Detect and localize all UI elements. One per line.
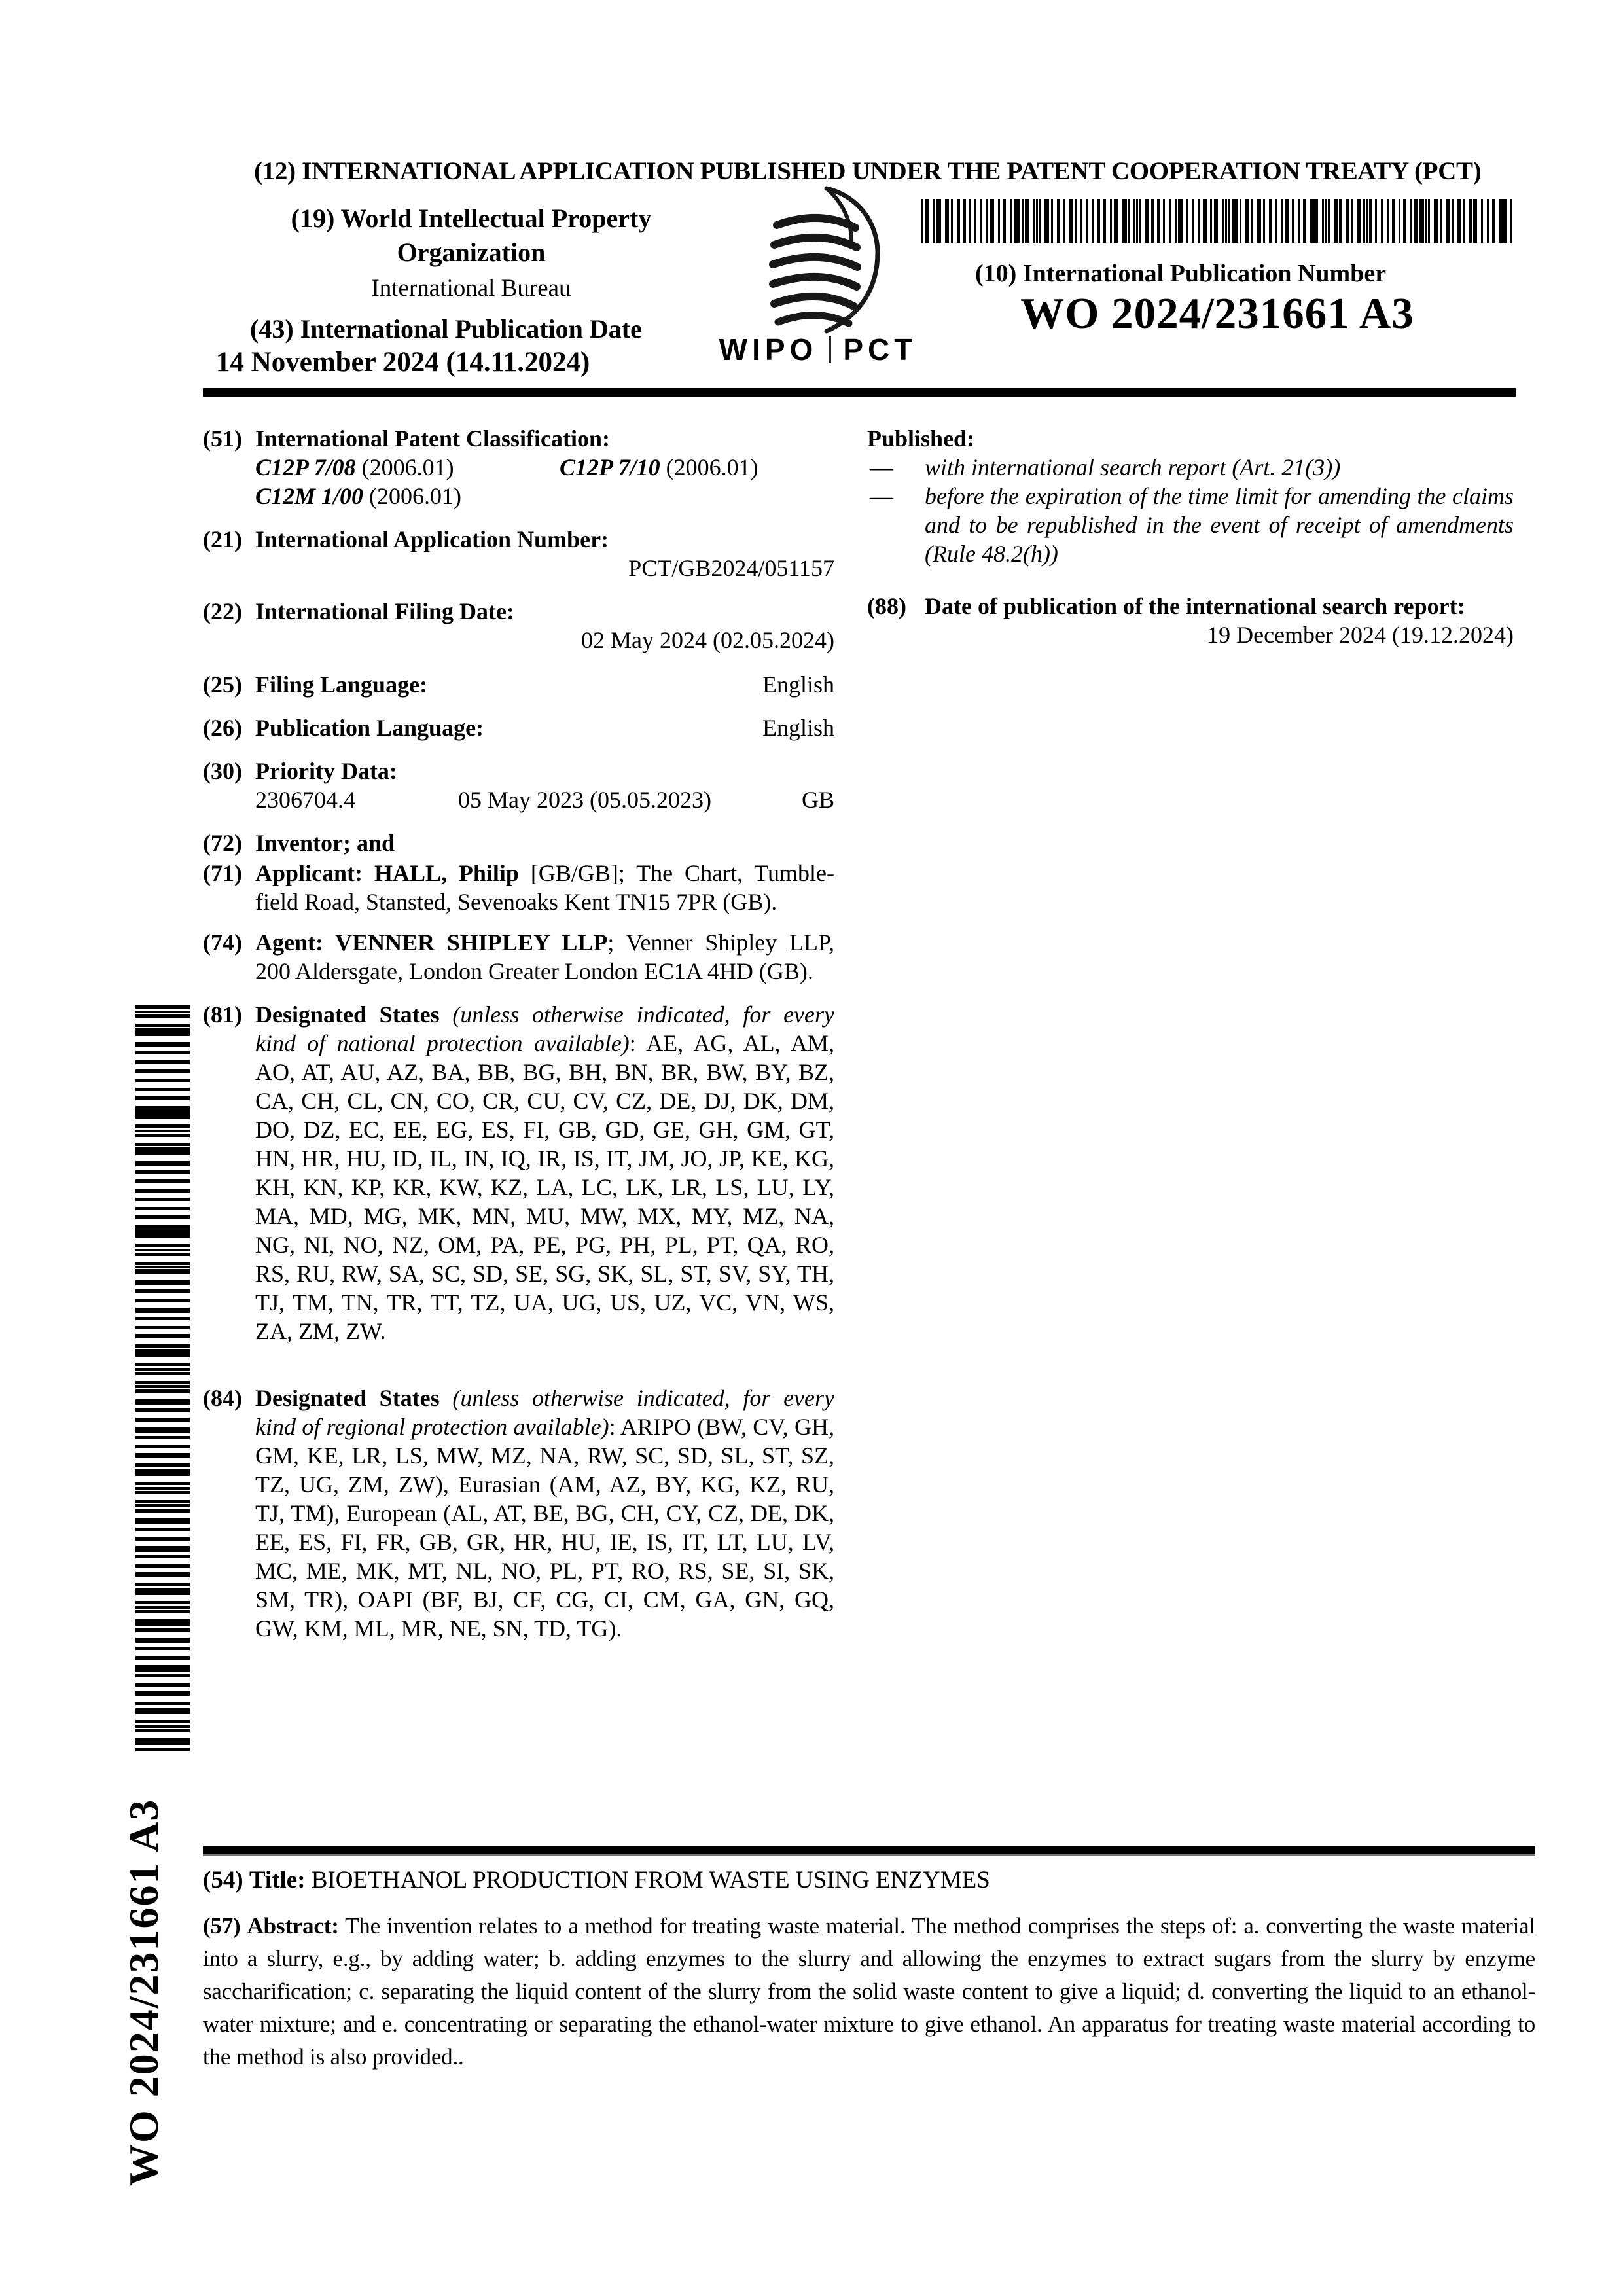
wipo-wordmark: WIPO <box>719 332 818 367</box>
application-number-value: PCT/GB2024/051157 <box>628 555 834 581</box>
header-divider-rule <box>203 388 1516 397</box>
field-25-filing-language: (25) Filing Language: English <box>203 672 834 698</box>
field-21-application-number: (21) International Application Number: PCT/GB2024/051157 <box>203 526 834 581</box>
priority-country: GB <box>801 787 834 813</box>
published-item-1: — with international search report (Art. 21(3)) <box>870 454 1341 480</box>
pct-wordmark: PCT <box>843 332 918 367</box>
field-19-number: (19) <box>291 204 335 233</box>
field-51-classification: (51) International Patent Classification: C12P 7/08 (2006.01) C12P 7/10 (2006.01) C12M 1/00 (2006.01) <box>203 424 834 511</box>
publication-date-block <box>216 313 674 380</box>
field-71-applicant: (71) Applicant: HALL, Philip [GB/GB]; The Chart, Tumble-field Road, Stansted, Sevenoaks Kent TN15 7PR (GB). <box>203 860 835 915</box>
publication-number-label: (10) International Publication Number <box>975 260 1387 287</box>
dash-bullet: — <box>870 454 893 480</box>
field-81-designated-states-national: (81) Designated States (unless otherwise indicated, for every kind of national protection available): AE, AG, AL, AM, AO, AT, AU, AZ, BA, BB, BG, BH, BN, BR, BW, BY, BZ, CA, CH, CL, CN, CO, CR, CU, CV, CZ, DE, DJ, DK, DM, DO, DZ, EC, EE, EG, ES, FI, GB, GD, GE, GH, GM, GT, HN, HR, HU, ID, IL, IN, IQ, IR, IS, IT, JM, JO, JP, KE, KG, KH, KN, KP, KR, KW, KZ, LA, LC, LK, LR, LS, LU, LY, MA, MD, MG, MK, MN, MU, MW, MX, MY, MZ, NA, NG, NI, NO, NZ, OM, PA, PE, PG, PH, PL, PT, QA, RO, RS, RU, RW, SA, SC, SD, SE, SG, SK, SL, ST, SV, SY, TH, TJ, TM, TN, TR, TT, TZ, UA, UG, US, UZ, VC, VN, WS, ZA, ZM, ZW. <box>203 1001 834 1344</box>
wipo-swirl-icon <box>743 185 893 334</box>
issuing-org-block <box>242 202 700 308</box>
field-26-publication-language: (26) Publication Language: English <box>203 715 834 741</box>
published-label: Published: <box>867 425 975 452</box>
treaty-heading: (12) INTERNATIONAL APPLICATION PUBLISHED UNDER THE PATENT COOPERATION TREATY (PCT) <box>254 157 1482 185</box>
bibliographic-right-column <box>867 424 1514 649</box>
priority-date: 05 May 2023 (05.05.2023) <box>458 787 711 813</box>
dash-bullet: — <box>870 483 893 509</box>
field-51-label: International Patent Classification: <box>255 425 610 452</box>
invention-title: BIOETHANOL PRODUCTION FROM WASTE USING ENZYMES <box>311 1867 990 1893</box>
field-57-abstract: (57) Abstract: The invention relates to a method for treating waste material. The method comprises the steps of: a. converting the waste material into a slurry, e.g., by adding water; b. adding enzymes to the slurry and allowing the enzymes to extract sugars from the slurry by enzyme saccharification; c. separating the liquid content of the slurry from the solid waste content to give a liquid; d. converting the liquid to an ethanol-water mixture; and e. concentrating or separating the ethanol-water mixture to give ethanol. An apparatus for treating waste material according to the method is also provided.. <box>203 1913 1535 2070</box>
abstract-text: The invention relates to a method for treating waste material. The method comprises the steps of: a. converting the waste material into a slurry, e.g., by adding water; b. adding enzymes to the slurry and allowing the enzymes to extract sugars from the slurry by enzyme saccharification; c. separating the liquid content of the slurry from the solid waste content to give a liquid; d. converting the liquid to an ethanol-water mixture; and e. concentrating or separating the ethanol-water mixture to give ethanol. An apparatus for treating waste material according to the method is also provided.. <box>203 1913 1535 2070</box>
org-name-line1: (19) World Intellectual Property <box>291 204 652 233</box>
published-item-2: — before the expiration of the time limit for amending the claims and to be republished in the event of receipt of amendments (Rule 48.2(h)) <box>870 483 1514 567</box>
priority-data-row <box>255 785 834 814</box>
field-88-search-report-date: (88) Date of publication of the international search report: 19 December 2024 (19.12.2024) <box>867 593 1514 648</box>
priority-application-number: 2306704.4 <box>255 787 355 813</box>
publication-number-value: WO 2024/231661 A3 <box>1020 289 1414 338</box>
title-abstract-section <box>203 1865 1535 2073</box>
filing-date-value: 02 May 2024 (02.05.2024) <box>581 627 834 653</box>
publication-date-label: (43) International Publication Date <box>250 314 642 344</box>
classification-row-2: C12M 1/00 (2006.01) <box>255 483 462 509</box>
field-30-priority-data: (30) Priority Data: 2306704.4 05 May 2023 (05.05.2023) GB <box>203 758 834 813</box>
barcode-top <box>921 199 1512 243</box>
org-name-line2: Organization <box>397 238 546 267</box>
publication-date-value: 14 November 2024 (14.11.2024) <box>216 347 590 378</box>
wordmark-divider <box>829 336 831 363</box>
title-divider-rule <box>203 1846 1535 1856</box>
sidebar-publication-number: WO 2024/231661 A3 <box>120 1798 167 2186</box>
search-report-date-value: 19 December 2024 (19.12.2024) <box>1207 622 1514 648</box>
field-22-filing-date: (22) International Filing Date: 02 May 2024 (02.05.2024) <box>203 598 834 653</box>
classification-row-1: C12P 7/08 (2006.01) C12P 7/10 (2006.01) <box>255 454 758 480</box>
wipo-logo <box>694 185 942 367</box>
publication-language-value: English <box>762 715 834 741</box>
org-bureau: International Bureau <box>371 275 571 302</box>
bibliographic-left-column <box>203 424 834 1643</box>
field-74-agent: (74) Agent: VENNER SHIPLEY LLP; Venner Shipley LLP, 200 Aldersgate, London Greater London EC1A 4HD (GB). <box>203 929 835 984</box>
field-54-title: (54) Title: BIOETHANOL PRODUCTION FROM WASTE USING ENZYMES <box>203 1867 990 1893</box>
barcode-left-vertical <box>135 1005 190 1751</box>
field-84-designated-states-regional: (84) Designated States (unless otherwise indicated, for every kind of regional protection available): ARIPO (BW, CV, GH, GM, KE, LR, LS, MW, MZ, NA, RW, SC, SD, SL, ST, SZ, TZ, UG, ZM, ZW), Eurasian (AM, AZ, BY, KG, KZ, RU, TJ, TM), European (AL, AT, BE, BG, CH, CY, CZ, DE, DK, EE, ES, FI, FR, GB, GR, HR, HU, IE, IS, IT, LT, LU, LV, MC, ME, MK, MT, NL, NO, PL, PT, RO, RS, SE, SI, SK, SM, TR), OAPI (BF, BJ, CF, CG, CI, CM, GA, GN, GQ, GW, KM, ML, MR, NE, SN, TD, TG). <box>203 1385 834 1641</box>
field-72-inventor: (72) Inventor; and <box>203 830 395 856</box>
filing-language-value: English <box>762 672 834 698</box>
wipo-pct-wordmark <box>694 332 942 367</box>
